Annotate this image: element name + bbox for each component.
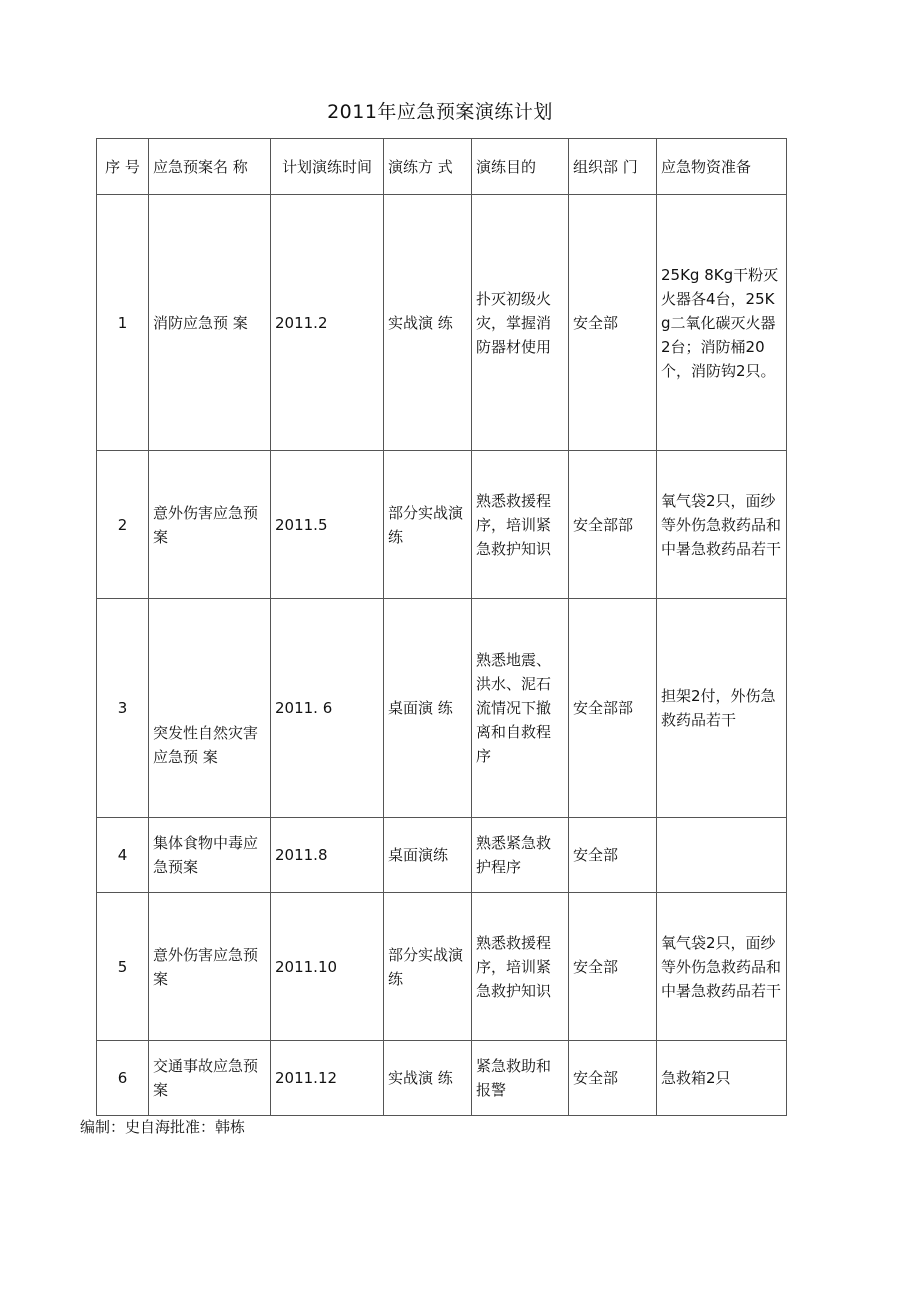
cell-time: 2011.5 xyxy=(271,451,384,599)
cell-dept: 安全部 xyxy=(569,893,657,1041)
cell-method: 实战演 练 xyxy=(384,195,472,451)
table-header-row xyxy=(97,139,787,195)
drill-plan-table xyxy=(96,138,787,1116)
cell-supplies: 25Kg 8Kg干粉灭火器各4台，25Kg二氧化碳灭火器2台；消防桶20个，消防钩2只。 xyxy=(657,195,787,451)
cell-no: 5 xyxy=(97,893,149,1041)
table-row xyxy=(97,818,787,893)
cell-method: 部分实战演练 xyxy=(384,451,472,599)
cell-no: 2 xyxy=(97,451,149,599)
header-time: 计划演练时间 xyxy=(271,139,384,195)
cell-dept: 安全部部 xyxy=(569,451,657,599)
table-row xyxy=(97,451,787,599)
table-row xyxy=(97,599,787,818)
cell-supplies xyxy=(657,818,787,893)
cell-no: 1 xyxy=(97,195,149,451)
cell-dept: 安全部 xyxy=(569,818,657,893)
table-row xyxy=(97,1041,787,1116)
cell-time: 2011.12 xyxy=(271,1041,384,1116)
header-name: 应急预案名 称 xyxy=(149,139,271,195)
cell-purpose: 紧急救助和报警 xyxy=(472,1041,569,1116)
cell-purpose: 熟悉紧急救护程序 xyxy=(472,818,569,893)
header-supplies: 应急物资准备 xyxy=(657,139,787,195)
cell-dept: 安全部 xyxy=(569,1041,657,1116)
cell-name: 意外伤害应急预案 xyxy=(149,893,271,1041)
cell-time: 2011.2 xyxy=(271,195,384,451)
cell-method: 桌面演 练 xyxy=(384,599,472,818)
cell-supplies: 急救箱2只 xyxy=(657,1041,787,1116)
cell-purpose: 扑灭初级火灾，掌握消防器材使用 xyxy=(472,195,569,451)
cell-purpose: 熟悉救援程序，培训紧急救护知识 xyxy=(472,893,569,1041)
cell-name: 消防应急预 案 xyxy=(149,195,271,451)
cell-no: 6 xyxy=(97,1041,149,1116)
cell-purpose: 熟悉地震、洪水、泥石流情况下撤离和自救程序 xyxy=(472,599,569,818)
cell-supplies: 氧气袋2只，面纱等外伤急救药品和中暑急救药品若干 xyxy=(657,893,787,1041)
cell-purpose: 熟悉救援程序，培训紧急救护知识 xyxy=(472,451,569,599)
table-row xyxy=(97,893,787,1041)
cell-time: 2011.10 xyxy=(271,893,384,1041)
cell-no: 3 xyxy=(97,599,149,818)
cell-name: 突发性自然灾害应急预 案 xyxy=(149,599,271,818)
header-no: 序 号 xyxy=(97,139,149,195)
cell-name: 交通事故应急预案 xyxy=(149,1041,271,1116)
table-row xyxy=(97,195,787,451)
cell-dept: 安全部 xyxy=(569,195,657,451)
cell-name: 集体食物中毒应急预案 xyxy=(149,818,271,893)
cell-method: 部分实战演练 xyxy=(384,893,472,1041)
cell-name: 意外伤害应急预案 xyxy=(149,451,271,599)
header-purpose: 演练目的 xyxy=(472,139,569,195)
cell-time: 2011.8 xyxy=(271,818,384,893)
cell-supplies: 氧气袋2只，面纱等外伤急救药品和中暑急救药品若干 xyxy=(657,451,787,599)
header-method: 演练方 式 xyxy=(384,139,472,195)
cell-method: 桌面演练 xyxy=(384,818,472,893)
header-dept: 组织部 门 xyxy=(569,139,657,195)
cell-dept: 安全部部 xyxy=(569,599,657,818)
cell-method: 实战演 练 xyxy=(384,1041,472,1116)
page-title: 2011年应急预案演练计划 xyxy=(327,101,553,123)
cell-supplies: 担架2付，外伤急救药品若干 xyxy=(657,599,787,818)
footer-signature: 编制：史自海批准：韩栋 xyxy=(80,1118,246,1136)
cell-no: 4 xyxy=(97,818,149,893)
cell-time: 2011. 6 xyxy=(271,599,384,818)
